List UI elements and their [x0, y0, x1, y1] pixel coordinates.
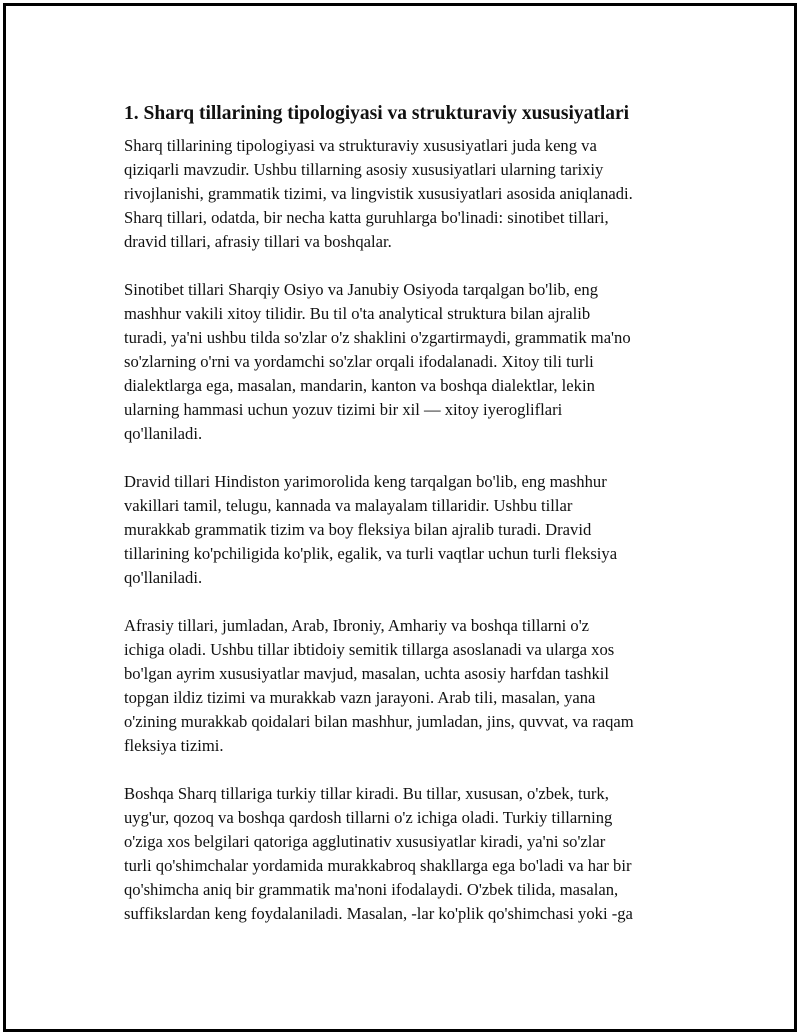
text-line: bo'lgan ayrim xususiyatlar mavjud, masalan, uchta asosiy harfdan tashkil [124, 664, 610, 683]
text-line: qo'llaniladi. [124, 424, 203, 443]
text-line: dravid tillari, afrasiy tillari va boshqalar. [124, 232, 392, 251]
text-line: fleksiya tizimi. [124, 736, 224, 755]
text-line: o'ziga xos belgilari qatoriga agglutinativ xususiyatlar kiradi, ya'ni so'zlar [124, 832, 606, 851]
text-line: ichiga oladi. Ushbu tillar ibtidoiy semitik tillarga asoslanadi va ularga xos [124, 640, 615, 659]
text-line: Afrasiy tillari, jumladan, Arab, Ibroniy, Amhariy va boshqa tillarni o'z [124, 616, 590, 635]
text-line: Sharq tillari, odatda, bir necha katta guruhlarga bo'linadi: sinotibet tillari, [124, 208, 609, 227]
text-line: Sinotibet tillari Sharqiy Osiyo va Janubiy Osiyoda tarqalgan bo'lib, eng [124, 280, 598, 299]
page-frame [3, 3, 797, 1032]
text-line: qo'llaniladi. [124, 568, 203, 587]
text-line: Sharq tillarining tipologiyasi va strukturaviy xususiyatlari juda keng va [124, 136, 597, 155]
text-line: rivojlanishi, grammatik tizimi, va lingvistik xususiyatlari asosida aniqlanadi. [124, 184, 633, 203]
text-line: suffikslardan keng foydalaniladi. Masalan, -lar ko'plik qo'shimchasi yoki -ga [124, 904, 633, 923]
text-line: o'zining murakkab qoidalari bilan mashhur, jumladan, jins, quvvat, va raqam [124, 712, 634, 731]
text-line: dialektlarga ega, masalan, mandarin, kanton va boshqa dialektlar, lekin [124, 376, 595, 395]
paragraph [124, 278, 696, 446]
paragraph [124, 782, 696, 926]
text-line: turli qo'shimchalar yordamida murakkabroq shakllarga ega bo'ladi va har bir [124, 856, 632, 875]
text-line: Dravid tillari Hindiston yarimorolida keng tarqalgan bo'lib, eng mashhur [124, 472, 607, 491]
paragraph [124, 470, 696, 590]
text-line: vakillari tamil, telugu, kannada va malayalam tillaridir. Ushbu tillar [124, 496, 573, 515]
text-line: qo'shimcha aniq bir grammatik ma'noni ifodalaydi. O'zbek tilida, masalan, [124, 880, 619, 899]
document-body [124, 102, 696, 950]
text-line: so'zlarning o'rni va yordamchi so'zlar orqali ifodalanadi. Xitoy tili turli [124, 352, 594, 371]
text-line: murakkab grammatik tizim va boy fleksiya bilan ajralib turadi. Dravid [124, 520, 592, 539]
text-line: qiziqarli mavzudir. Ushbu tillarning asosiy xususiyatlari ularning tarixiy [124, 160, 604, 179]
text-line: uyg'ur, qozoq va boshqa qardosh tillarni o'z ichiga oladi. Turkiy tillarning [124, 808, 613, 827]
text-line: Boshqa Sharq tillariga turkiy tillar kiradi. Bu tillar, xususan, o'zbek, turk, [124, 784, 609, 803]
text-line: tillarining ko'pchiligida ko'plik, egalik, va turli vaqtlar uchun turli fleksiya [124, 544, 618, 563]
text-line: topgan ildiz tizimi va murakkab vazn jarayoni. Arab tili, masalan, yana [124, 688, 596, 707]
text-line: turadi, ya'ni ushbu tilda so'zlar o'z shaklini o'zgartirmaydi, grammatik ma'no [124, 328, 631, 347]
text-line: mashhur vakili xitoy tilidir. Bu til o'ta analytical struktura bilan ajralib [124, 304, 591, 323]
text-line: ularning hammasi uchun yozuv tizimi bir xil — xitoy iyerogliflari [124, 400, 563, 419]
paragraph [124, 134, 696, 254]
paragraph [124, 614, 696, 758]
section-heading: 1. Sharq tillarining tipologiyasi va strukturaviy xususiyatlari [124, 103, 630, 124]
